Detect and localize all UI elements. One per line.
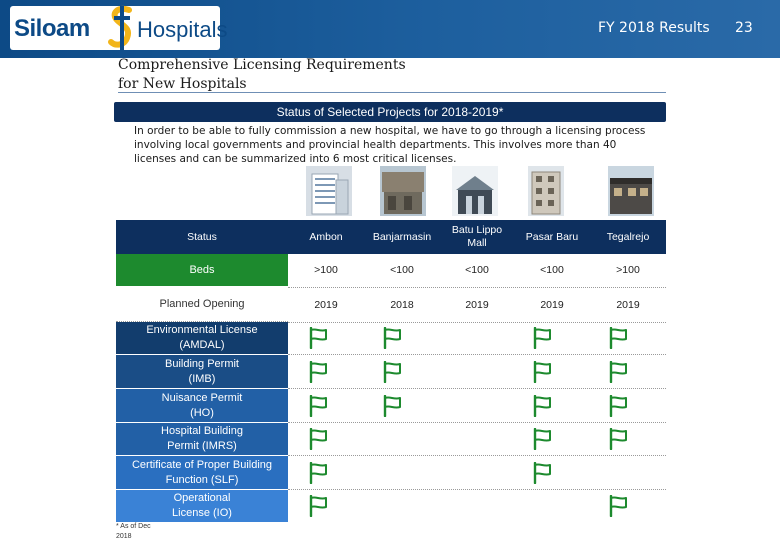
flag-check-icon [608,395,628,417]
flag-check-icon [532,327,552,349]
siloam-logo [10,6,228,50]
results-label: FY 2018 Results [598,20,710,36]
flag-check-icon [308,395,328,417]
column-header-banjarmasin: Banjarmasin [372,230,432,243]
flag-check-icon [382,327,402,349]
row-divider [288,388,666,389]
opening-batu-lippo-mall: 2019 [465,299,489,311]
flag-check-icon [608,361,628,383]
flag-check-icon [308,462,328,484]
header-bar [0,0,780,58]
license-label-ho: Nuisance Permit (HO) [116,389,288,422]
opening-pasar-baru: 2019 [540,299,564,311]
flag-check-icon [532,428,552,450]
beds-pasar-baru: <100 [540,264,564,276]
logo-text-left: Siloam [14,15,90,42]
photo-tegalrejo [608,166,654,216]
opening-tegalrejo: 2019 [616,299,640,311]
intro-paragraph: In order to be able to fully commission a new hospital, we have to go through a licensing process involving local governments and provincial health departments. This involves more than 40 licenses and can be summarized into 6 most critical licenses. [134,125,646,165]
flag-check-icon [382,361,402,383]
row-divider [288,489,666,490]
column-header-ambon: Ambon [309,230,343,243]
license-label-amdal: Environmental License (AMDAL) [116,322,288,354]
page-title-line1: Comprehensive Licensing Requirements [118,57,406,73]
beds-tegalrejo: >100 [616,264,640,276]
flag-check-icon [308,327,328,349]
column-header-pasar-baru: Pasar Baru [525,230,579,243]
flag-check-icon [608,495,628,517]
page-number: 23 [735,20,753,36]
photo-pasar-baru [528,166,564,216]
flag-check-icon [308,361,328,383]
title-divider [118,92,666,93]
row-label-planned-opening: Planned Opening [116,288,288,322]
flag-check-icon [532,395,552,417]
logo-emblem-icon [107,4,137,52]
column-header-batu-lippo-mall: Batu Lippo Mall [451,224,503,249]
beds-banjarmasin: <100 [390,264,414,276]
license-label-io: Operational License (IO) [116,490,288,522]
status-banner: Status of Selected Projects for 2018-2019* [114,102,666,122]
flag-check-icon [308,428,328,450]
license-label-slf: Certificate of Proper Building Function (SLF) [116,456,288,489]
photo-batu-lippo-mall [452,166,498,216]
photo-banjarmasin [380,166,426,216]
flag-check-icon [308,495,328,517]
logo-text-right: Hospitals [137,17,228,42]
opening-banjarmasin: 2018 [390,299,414,311]
opening-ambon: 2019 [314,299,338,311]
beds-ambon: >100 [314,264,338,276]
table-header-row [116,220,666,254]
flag-check-icon [608,327,628,349]
beds-batu-lippo-mall: <100 [465,264,489,276]
photo-ambon [306,166,352,216]
row-divider [288,354,666,355]
footnote: * As of Dec 2018 [116,523,151,540]
status-header: Status [187,230,217,243]
flag-check-icon [608,428,628,450]
page-title [118,56,406,94]
page-title-line2: for New Hospitals [118,76,247,92]
row-divider [288,322,666,323]
flag-check-icon [532,462,552,484]
column-header-tegalrejo: Tegalrejo [606,230,650,243]
flag-check-icon [532,361,552,383]
row-label-beds: Beds [116,254,288,286]
row-divider [288,422,666,423]
row-divider [288,455,666,456]
license-label-imrs: Hospital Building Permit (IMRS) [116,423,288,455]
flag-check-icon [382,395,402,417]
license-label-imb: Building Permit (IMB) [116,355,288,388]
